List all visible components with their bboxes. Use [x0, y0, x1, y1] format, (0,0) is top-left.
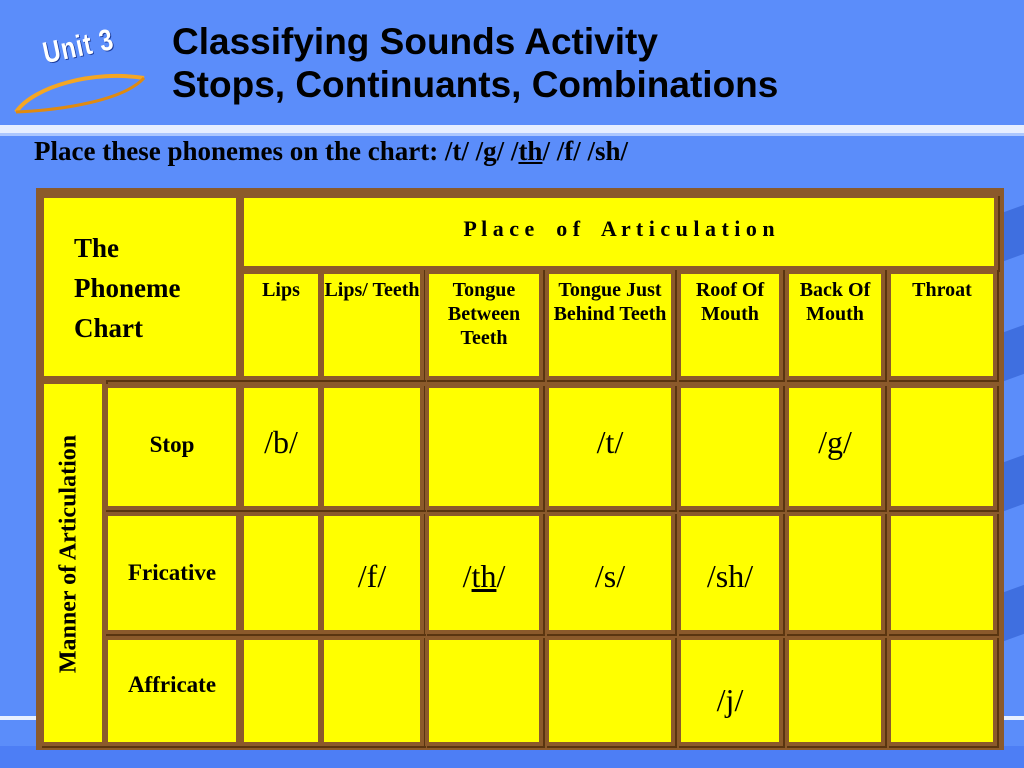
phoneme-cell: [240, 512, 322, 634]
title-line-2: Stops, Continuants, Combinations: [172, 64, 779, 105]
column-header: Lips: [240, 270, 322, 380]
column-header: Roof Of Mouth: [677, 270, 783, 380]
phoneme-cell: /b/: [240, 384, 322, 510]
phoneme-cell: [785, 636, 885, 746]
place-of-articulation-header: P l a c e o f A r t i c u l a t i o n: [240, 194, 998, 270]
phoneme-cell: [320, 384, 424, 510]
row-label: Fricative: [104, 512, 240, 634]
phoneme-cell: /sh/: [677, 512, 783, 634]
phoneme-cell: /g/: [785, 384, 885, 510]
phoneme-cell: [677, 384, 783, 510]
instruction-text: [34, 136, 628, 167]
phoneme-cell: /f/: [320, 512, 424, 634]
instruction-underlined: th: [518, 136, 543, 166]
manner-of-articulation-text: Manner of Articulation: [55, 434, 82, 673]
phoneme-cell: /j/: [677, 636, 783, 746]
phoneme-cell: /t/: [545, 384, 675, 510]
phoneme-cell: [887, 512, 997, 634]
page-title: [172, 20, 778, 106]
phoneme-cell: [785, 512, 885, 634]
unit-badge: [18, 23, 148, 120]
column-header: Lips/ Teeth: [320, 270, 424, 380]
chart-corner-line: The: [74, 233, 120, 263]
phoneme-th-underlined: th: [471, 558, 497, 594]
column-header: Tongue Between Teeth: [425, 270, 543, 380]
phoneme-cell: [425, 636, 543, 746]
phoneme-cell: [887, 384, 997, 510]
chart-corner-line: Chart: [74, 313, 143, 343]
row-label: Affricate: [104, 636, 240, 746]
unit-label: Unit 3: [40, 23, 117, 71]
column-header: Throat: [887, 270, 997, 380]
row-label: Stop: [104, 384, 240, 510]
instruction-suffix: / /f/ /sh/: [542, 136, 628, 166]
phoneme-cell: [545, 636, 675, 746]
phoneme-cell: [425, 384, 543, 510]
phoneme-cell: [240, 636, 322, 746]
instruction-prefix: Place these phonemes on the chart: /t/ /g/ /: [34, 136, 519, 166]
chart-corner-cell: [40, 194, 240, 380]
chart-corner-line: Phoneme: [74, 273, 181, 303]
column-header: Tongue Just Behind Teeth: [545, 270, 675, 380]
header-divider: [0, 125, 1024, 133]
manner-of-articulation-label: [52, 386, 86, 721]
phoneme-cell: [320, 636, 424, 746]
phoneme-cell: [887, 636, 997, 746]
phoneme-cell: /s/: [545, 512, 675, 634]
column-header: Back Of Mouth: [785, 270, 885, 380]
phoneme-cell: /th/: [425, 512, 543, 634]
title-line-1: Classifying Sounds Activity: [172, 21, 658, 62]
